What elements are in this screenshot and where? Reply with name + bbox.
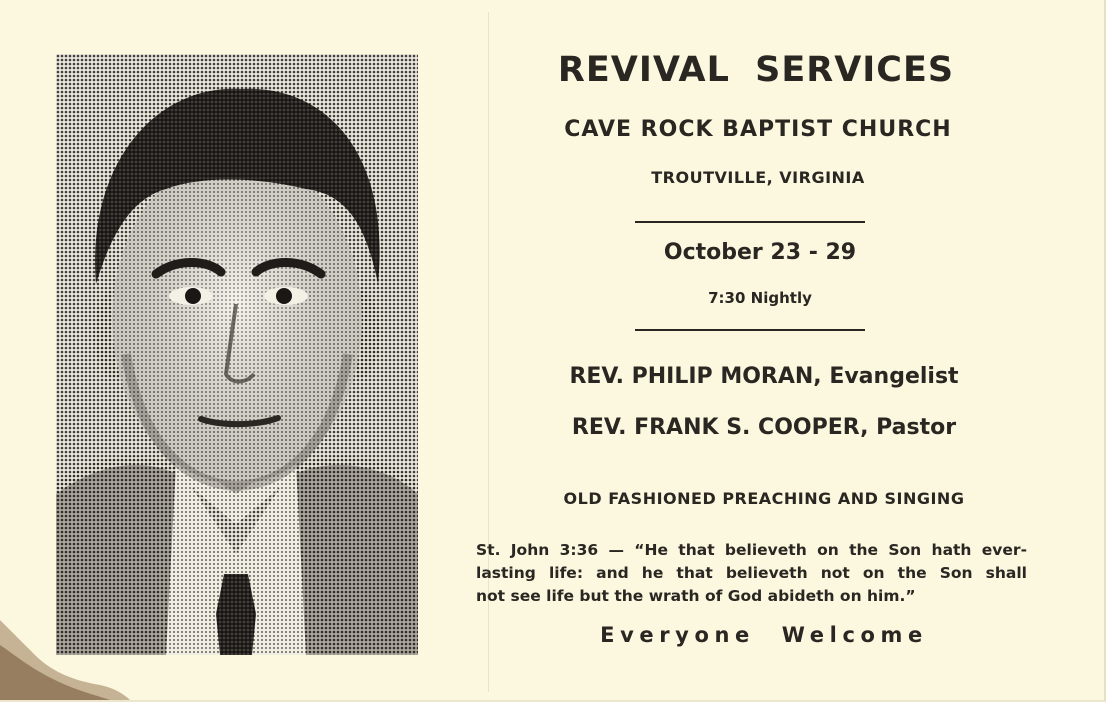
pastor-name: REV. FRANK S. COOPER, Pastor (571, 415, 957, 440)
verse-line: lasting life: and he that believeth not on the Son shall (476, 564, 1027, 582)
scripture-verse (476, 539, 1027, 608)
portrait-image (56, 54, 418, 655)
service-dates: October 23 - 29 (663, 240, 857, 265)
service-time: 7:30 Nightly (708, 289, 812, 307)
church-name: CAVE ROCK BAPTIST CHURCH (564, 117, 952, 142)
church-location: TROUTVILLE, VIRGINIA (651, 168, 865, 187)
page-title: REVIVAL SERVICES (557, 50, 955, 90)
verse-line: St. John 3:36 — “He that believeth on the Son hath ever- (476, 541, 1027, 559)
divider-bottom (635, 329, 865, 331)
tagline: OLD FASHIONED PREACHING AND SINGING (563, 489, 965, 508)
divider-top (635, 221, 865, 223)
evangelist-name: REV. PHILIP MORAN, Evangelist (569, 364, 959, 389)
announcement-text (470, 0, 1030, 700)
verse-line: not see life but the wrath of God abideth on him.” (476, 587, 916, 605)
welcome-message: Everyone Welcome (600, 623, 928, 647)
portrait-photo (56, 54, 418, 655)
